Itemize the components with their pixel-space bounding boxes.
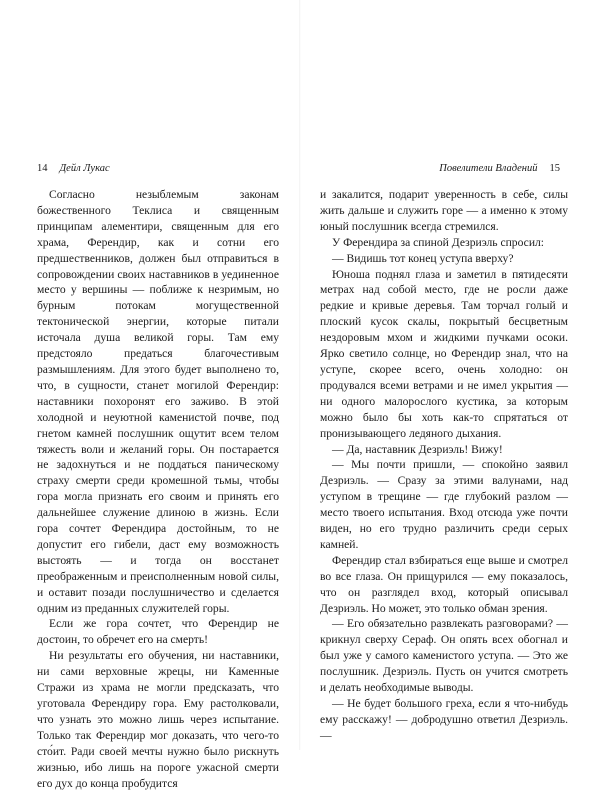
paragraph: У Ферендира за спиной Дезриэль спросил: bbox=[332, 235, 545, 249]
right-page bbox=[300, 0, 600, 750]
paragraph: Юноша поднял глаза и заметил в пятидесяти метрах над собой место, где не росли даже редкие и кривые деревья. Там торчал голый и плоский кусок скалы, покрытый бесцветным нездоровым мхом и жидкими пучками осоки. Ярко светило солнце, но Ферендир знал, что на уступе, скорее всего, очень холодно: он продувался всеми ветрами и не имел укрытия — ни одного малорослого кустика, за которым можно было бы хоть как-то спрятаться от пронизывающего ледяного дыхания. bbox=[320, 267, 568, 440]
right-page-number: 15 bbox=[549, 163, 560, 174]
paragraph: — Видишь тот конец уступа вверху? bbox=[332, 251, 514, 265]
paragraph: Согласно незыблемым законам божественного Теклиса и священным принципам алементири, священным для его храма, Ферендир, как и сотни его предшественников, должен был отправиться в сопровождении своих наставников в уединенное место у вершины — поближе к незримым, но бурным потокам могущественной тектонической энергии, которые питали источала душа великой горы. Там ему предстояло предаться благочестивым размышлениям. Для этого будет выполнено то, что, в сущности, станет могилой Ферендир: наставники похоронят его заживо. В этой холодной и неуютной каменистой почве, под гнетом камней послушник ощутит всем телом тяжесть воли и желаний горы. Он постарается не задохнуться и не поддаться паническому страху смерти среди кромешной тьмы, чтобы гора могла признать его своим и принять его дальнейшее служение длиною в жизнь. Если гора сочтет Ферендира достойным, то не допустит его гибели, даст ему возможность выстоять — и тогда он восстанет преображенным и преисполненным новой силы, и оставит позади послушничество и сделается одним из преданных служителей горы. bbox=[37, 188, 279, 615]
paragraph: Если же гора сочтет, что Ферендир не достоин, то обречет его на смерть! bbox=[37, 617, 279, 647]
paragraph: — Мы почти пришли, — спокойно заявил Дезриэль. — Сразу за этими валунами, над уступом в трещине — где глубокий разлом — место твоего испытания. Вход отсюда уже почти виден, но его трудно различить среди серых камней. bbox=[320, 458, 568, 551]
paragraph: — Не будет большого греха, если я что-нибудь ему расскажу! — добродушно ответил Дезриэль. — bbox=[320, 697, 568, 742]
paragraph: Ферендир стал взбираться еще выше и смотрел во все глаза. Он прищурился — ему показалось, что он разглядел вход, который описывал Дезриэль. Но может, это только обман зрения. bbox=[320, 553, 568, 615]
right-running-head: Повелители Владений bbox=[439, 163, 538, 174]
left-page-number: 14 bbox=[37, 163, 48, 174]
left-running-head: Дейл Лукас bbox=[59, 163, 110, 174]
paragraph: Ни результаты его обучения, ни наставники, ни сами верховные жрецы, ни Каменные Стражи из храма не могли предсказать, что уготовала Ферендиру гора. Ему растолковали, что узнать это можно лишь через испытание. Только так Ферендир мог доказать, что чего-то сто́ит. Ради своей мечты нужно было рискнуть жизнью, ибо лишь на пороге ужасной смерти его дух до конца пробудится bbox=[37, 649, 279, 790]
paragraph: и закалится, подарит уверенность в себе, силы жить дальше и служить горе — а именно к этому юный послушник всегда стремился. bbox=[320, 188, 568, 233]
paragraph: — Да, наставник Дезриэль! Вижу! bbox=[332, 442, 503, 456]
left-page-body bbox=[37, 187, 279, 791]
paragraph: — Его обязательно развлекать разговорами? — крикнул сверху Сераф. Он опять всех обогнал и был уже у самого каменистого уступа. — Это же послушник. Дезриэль. Пусть он учится смотреть и делать необходимые выводы. bbox=[320, 617, 568, 695]
right-page-header bbox=[320, 162, 560, 175]
left-page bbox=[0, 0, 300, 790]
left-page-header bbox=[37, 162, 279, 175]
right-page-body bbox=[320, 187, 568, 744]
